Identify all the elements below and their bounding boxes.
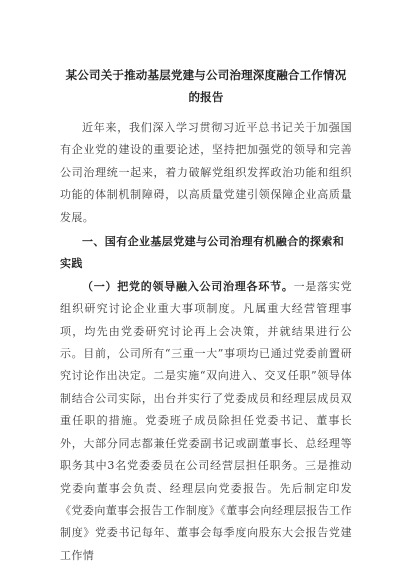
intro-paragraph: 近年来，我们深入学习贯彻习近平总书记关于加强国有企业党的建设的重要论述，坚持把加强党的领导和完善公司治理统一起来，着力破解党组织发挥政治功能和组织功能的体制机制障碍，以高质量党建引领保障企业高质量发展。: [60, 121, 352, 224]
subsection-text: 一是落实党组织研究讨论企业重大事项制度。凡属重大经营管理事项，均先由党委研究讨论再上会决策，并就结果进行公示。目前，公司所有“三重一大”事项均已通过党委前置研究讨论作出决定。二是实施“双向进入、交叉任职”领导体制结合公司实际，出台并实行了党委成员和经理层成员双重任职的措施。党委班子成员除担任党委书记、董事长外，大部分同志都兼任党委副书记或副董事长、总经理等职务其中3名党委委员在公司经营层担任职务。三是推动党委向董事会负责、经理层向党委报告。先后制定印发《党委向董事会报告工作制度》《董事会向经理层报告工作制度》党委书记每年、董事会每季度向股东大会报告党建工作情: [60, 279, 352, 562]
document-body: [60, 117, 352, 567]
document-title: 某公司关于推动基层党建与公司治理深度融合工作情况的报告: [65, 68, 347, 104]
subsection-paragraph: [60, 276, 352, 567]
subsection-heading: （一）把党的领导融入公司治理各环节。: [82, 279, 294, 293]
section-heading: 一、国有企业基层党建与公司治理有机融合的探索和实践: [60, 235, 345, 271]
